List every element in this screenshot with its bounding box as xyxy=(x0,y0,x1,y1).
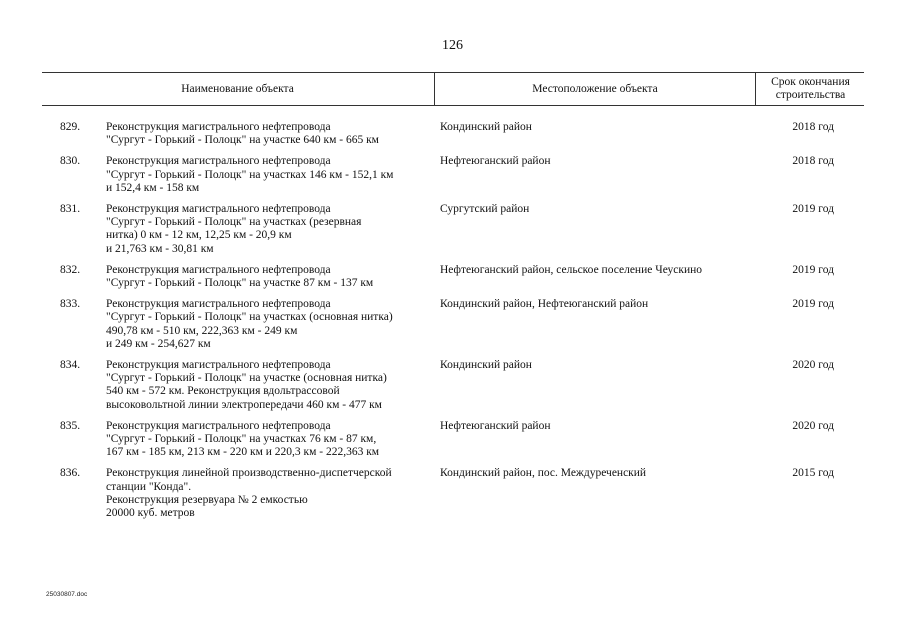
table-row xyxy=(42,121,864,147)
object-name-line: "Сургут - Горький - Полоцк" на участках (основная нитка) xyxy=(106,311,393,324)
completion-term: 2019 год xyxy=(792,298,834,311)
completion-term: 2020 год xyxy=(792,419,834,432)
object-name-line: 540 км - 572 км. Реконструкция вдольтрассовой xyxy=(106,385,340,398)
footer-filename: 25030807.doc xyxy=(46,591,88,598)
object-location: Кондинский район, Нефтеюганский район xyxy=(440,298,649,311)
completion-term: 2019 год xyxy=(792,263,834,276)
table-header xyxy=(42,72,864,106)
object-name xyxy=(106,298,440,351)
row-number: 831. xyxy=(60,203,81,216)
row-number: 836. xyxy=(60,467,81,480)
object-name-line: 490,78 км - 510 км, 222,363 км - 249 км xyxy=(106,324,298,337)
object-name-line: 167 км - 185 км, 213 км - 220 км и 220,3 км - 222,363 км xyxy=(106,446,380,459)
object-location: Кондинский район, пос. Междуреченский xyxy=(440,467,647,480)
object-location: Кондинский район xyxy=(440,359,532,372)
row-number: 830. xyxy=(60,155,81,168)
object-name-line: "Сургут - Горький - Полоцк" на участках (резервная xyxy=(106,216,362,229)
object-name-line: 20000 куб. метров xyxy=(106,507,195,520)
object-name-line: Реконструкция магистрального нефтепровода xyxy=(106,203,331,216)
object-name xyxy=(106,264,440,290)
object-name xyxy=(106,359,440,412)
completion-term: 2020 год xyxy=(792,359,834,372)
table-row xyxy=(42,264,864,290)
object-name-line: станции "Конда". xyxy=(106,480,192,493)
header-object-name: Наименование объекта xyxy=(181,82,294,95)
table-row xyxy=(42,155,864,195)
page-number: 126 xyxy=(442,38,463,53)
row-number: 832. xyxy=(60,263,81,276)
row-number: 835. xyxy=(60,419,81,432)
object-location: Нефтеюганский район xyxy=(440,155,551,168)
object-name-line: и 152,4 км - 158 км xyxy=(106,181,200,194)
table-row xyxy=(42,420,864,460)
row-number: 829. xyxy=(60,121,81,133)
header-term-line2: строительства xyxy=(775,89,846,101)
object-name-line: Реконструкция магистрального нефтепровода xyxy=(106,121,331,133)
object-name-line: высоковольтной линии электропередачи 460 км - 477 км xyxy=(106,398,382,411)
header-completion-term xyxy=(755,73,865,105)
table-row xyxy=(42,298,864,351)
object-name-line: Реконструкция линейной производственно-диспетчерской xyxy=(106,467,392,480)
header-object-location: Местоположение объекта xyxy=(434,73,755,105)
completion-term: 2018 год xyxy=(792,155,834,168)
object-name-line: Реконструкция магистрального нефтепровода xyxy=(106,419,331,432)
object-name xyxy=(106,121,440,147)
object-location: Нефтеюганский район xyxy=(440,419,551,432)
object-name-line: Реконструкция резервуара № 2 емкостью xyxy=(106,493,308,506)
object-name xyxy=(106,203,440,256)
table-row xyxy=(42,359,864,412)
object-name xyxy=(106,467,440,520)
object-name-line: "Сургут - Горький - Полоцк" на участке (основная нитка) xyxy=(106,372,387,385)
object-name xyxy=(106,420,440,460)
object-name-line: "Сургут - Горький - Полоцк" на участках 146 км - 152,1 км xyxy=(106,168,394,181)
header-term-line1: Срок окончания xyxy=(771,76,850,88)
completion-term: 2015 год xyxy=(792,467,834,480)
completion-term: 2018 год xyxy=(792,121,834,133)
object-location: Нефтеюганский район, сельское поселение Чеускино xyxy=(440,263,703,276)
object-name-line: "Сургут - Горький - Полоцк" на участке 640 км - 665 км xyxy=(106,134,379,147)
table-body xyxy=(42,121,864,528)
completion-term: 2019 год xyxy=(792,203,834,216)
object-location: Сургутский район xyxy=(440,203,530,216)
object-name-line: "Сургут - Горький - Полоцк" на участке 87 км - 137 км xyxy=(106,277,374,290)
object-name-line: Реконструкция магистрального нефтепровода xyxy=(106,359,331,372)
row-number: 834. xyxy=(60,359,81,372)
object-name-line: нитка) 0 км - 12 км, 12,25 км - 20,9 км xyxy=(106,229,292,242)
object-name-line: и 249 км - 254,627 км xyxy=(106,337,211,350)
table-row xyxy=(42,467,864,520)
row-number: 833. xyxy=(60,298,81,311)
object-name xyxy=(106,155,440,195)
object-name-line: Реконструкция магистрального нефтепровода xyxy=(106,263,331,276)
object-name-line: и 21,763 км - 30,81 км xyxy=(106,242,214,255)
object-location: Кондинский район xyxy=(440,121,532,133)
object-name-line: Реконструкция магистрального нефтепровода xyxy=(106,155,331,168)
table-row xyxy=(42,203,864,256)
object-name-line: "Сургут - Горький - Полоцк" на участках 76 км - 87 км, xyxy=(106,433,377,446)
object-name-line: Реконструкция магистрального нефтепровода xyxy=(106,298,331,311)
